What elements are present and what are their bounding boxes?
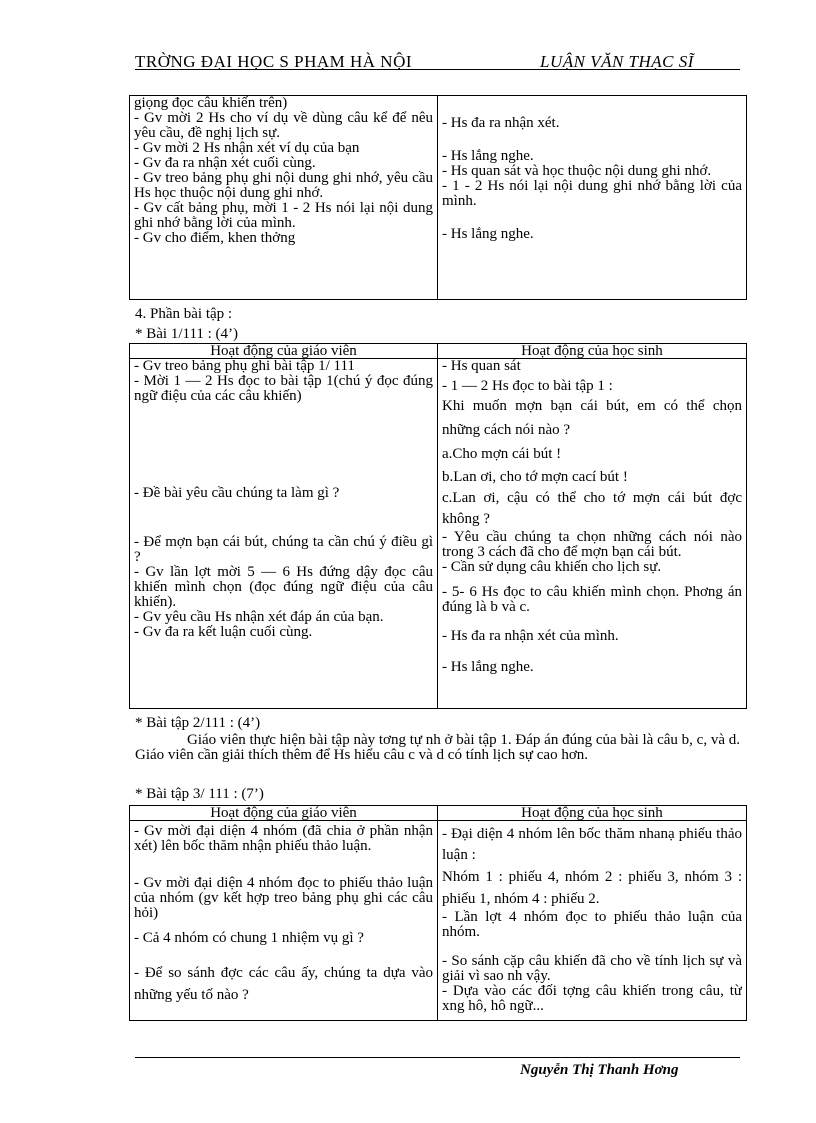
list-item: - Hs lắng nghe.: [442, 659, 534, 675]
list-item: - Hs đa ra nhận xét.: [442, 115, 560, 131]
list-item: - Cần sử dụng câu khiến cho lịch sự.: [442, 559, 662, 575]
list-item: - Gv lần lợt mời 5 — 6 Hs đứng dậy đọc câu khiến mình chọn (đọc đúng ngữ điệu của câu khiến).: [134, 564, 433, 610]
teacher-column: [130, 821, 438, 1021]
list-item: - Đề bài yêu cầu chúng ta làm gì ?: [134, 485, 340, 501]
list-item: - Dựa vào các đối tợng câu khiến trong câu, từ xng hô, hô ngữ...: [442, 983, 742, 1014]
exercise-3-title: * Bài tập 3/ 111 : (7’): [135, 786, 264, 802]
list-item: - Lần lợt 4 nhóm đọc to phiếu thảo luận của nhóm.: [442, 909, 742, 940]
author-signature: Nguyễn Thị Thanh Hơng: [520, 1062, 679, 1078]
list-item: - Gv treo bảng phụ ghi bài tập 1/ 111: [134, 359, 355, 374]
exercise-1-title: * Bài 1/111 : (4’): [135, 326, 239, 342]
list-item: - Hs lắng nghe.: [442, 148, 534, 164]
list-item: - Gv đa ra kết luận cuối cùng.: [134, 624, 313, 640]
activity-table-3: [129, 805, 747, 1021]
student-header: Hoạt động của học sinh: [438, 344, 747, 359]
list-item: b.Lan ơi, cho tớ mợn cací bút !: [442, 469, 628, 485]
list-item: - Gv mời đại diện 4 nhóm (đã chia ở phần nhận xét) lên bốc thăm nhận phiếu thảo luận.: [134, 823, 433, 854]
list-item: - Hs lắng nghe.: [442, 226, 534, 242]
list-item: - Hs quan sát: [442, 359, 521, 374]
list-item: - Hs đa ra nhận xét của mình.: [442, 628, 619, 644]
list-item: - Để mợn bạn cái bút, chúng ta cần chú ý điều gì ?: [134, 534, 433, 565]
teacher-column: [130, 96, 438, 300]
list-item: - Để so sánh đợc các câu ấy, chúng ta dựa vào những yếu tố nào ?: [134, 965, 433, 1003]
list-item: - 1 — 2 Hs đọc to bài tập 1 :: [442, 378, 613, 394]
list-item: - Đại diện 4 nhóm lên bốc thăm nhanạ phiếu thảo luận :: [442, 826, 742, 863]
list-item: c.Lan ơi, cậu có thể cho tớ mợn cái bút đợc không ?: [442, 490, 742, 527]
header-thesis-type: LUẬN VĂN THẠC SĨ: [540, 52, 694, 71]
list-item: - Gv yêu cầu Hs nhận xét đáp án của bạn.: [134, 609, 384, 625]
list-item: - Yêu cầu chúng ta chọn những cách nói nào trong 3 cách đã cho để mợn bạn cái bút.: [442, 529, 742, 560]
list-item: giọng đọc câu khiến trên): [134, 96, 288, 111]
footer-divider: [135, 1057, 740, 1058]
list-item: - Gv mời 2 Hs nhận xét ví dụ của bạn: [134, 140, 360, 156]
student-column: [438, 359, 747, 709]
list-item: - Cả 4 nhóm có chung 1 nhiệm vụ gì ?: [134, 930, 364, 946]
list-item: - Gv đa ra nhận xét cuối cùng.: [134, 155, 316, 171]
list-item: - 5- 6 Hs đọc to câu khiến mình chọn. Phơng án đúng là b và c.: [442, 584, 742, 615]
list-item: - Gv mời 2 Hs cho ví dụ về dùng câu kể để nêu yêu cầu, đề nghị lịch sự.: [134, 110, 433, 141]
list-item: - Gv treo bảng phụ ghi nội dung ghi nhớ, yêu cầu Hs học thuộc nội dung ghi nhớ.: [134, 170, 433, 201]
student-header: Hoạt động của học sinh: [438, 806, 747, 821]
list-item: - Gv cất bảng phụ, mời 1 - 2 Hs nói lại nội dung ghi nhớ bằng lời của mình.: [134, 200, 433, 231]
activity-table-2: [129, 343, 747, 709]
list-item: Nhóm 1 : phiếu 4, nhóm 2 : phiếu 3, nhóm 3 : phiếu 1, nhóm 4 : phiếu 2.: [442, 869, 742, 907]
activity-table-1: [129, 95, 747, 300]
teacher-header: Hoạt động của giáo viên: [130, 344, 438, 359]
header-school: TRỜNG ĐẠI HỌC S PHẠM HÀ NỘI: [135, 52, 413, 71]
section-title: 4. Phần bài tập :: [135, 306, 233, 322]
list-item: - 1 - 2 Hs nói lại nội dung ghi nhớ bằng lời của mình.: [442, 178, 742, 209]
list-item: - Gv cho điểm, khen thởng: [134, 230, 296, 246]
exercise-2-title: * Bài tập 2/111 : (4’): [135, 715, 261, 731]
list-item: a.Cho mợn cái bút !: [442, 446, 562, 462]
student-column: [438, 821, 747, 1021]
list-item: - Hs quan sát và học thuộc nội dung ghi nhớ.: [442, 163, 712, 179]
exercise-2-text: Giáo viên thực hiện bài tập này tơng tự nh ở bài tập 1. Đáp án đúng của bài là câu b, c, và d. Giáo viên cần giải thích thêm để Hs hiểu câu c và d có tính lịch sự cao hơn.: [135, 732, 740, 763]
list-item: - Mời 1 — 2 Hs đọc to bài tập 1(chú ý đọc đúng ngữ điệu của các câu khiến): [134, 373, 433, 404]
list-item: - Gv mời đại diện 4 nhóm đọc to phiếu thảo luận của nhóm (gv kết hợp treo bảng phụ ghi các câu hỏi): [134, 875, 433, 921]
teacher-column: [130, 359, 438, 709]
teacher-header: Hoạt động của giáo viên: [130, 806, 438, 821]
list-item: Khi muốn mợn bạn cái bút, em có thể chọn những cách nói nào ?: [442, 398, 742, 438]
student-column: [438, 96, 747, 300]
list-item: - So sánh cặp câu khiến đã cho về tính lịch sự và giải vì sao nh vậy.: [442, 953, 742, 984]
header-divider: [135, 69, 740, 70]
